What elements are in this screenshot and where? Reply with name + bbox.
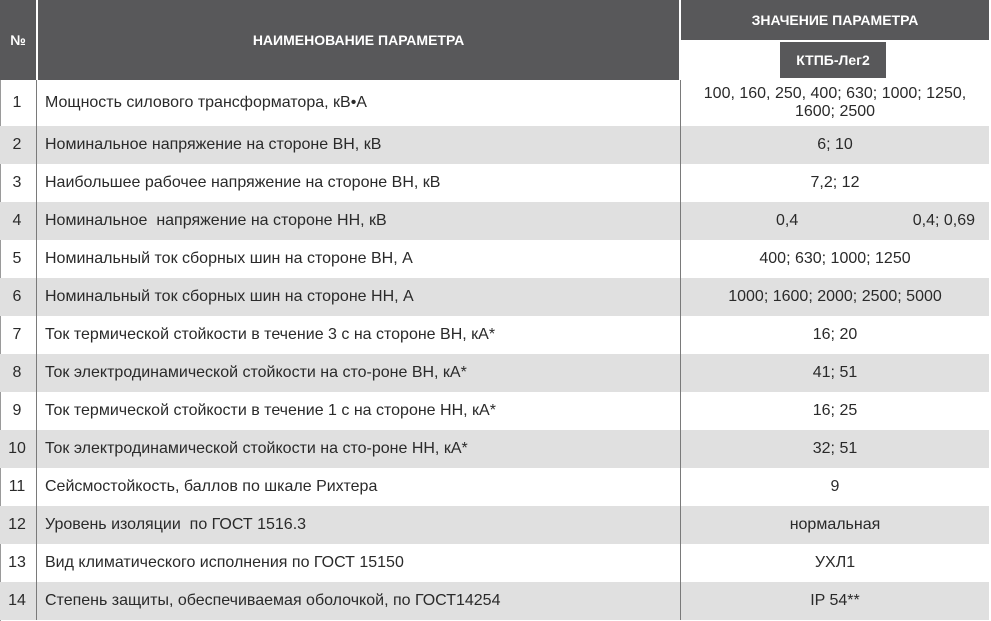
table-row [0, 354, 989, 392]
table-row [0, 582, 989, 620]
row-number: 2 [0, 126, 37, 164]
row-parameter-name: Номинальный ток сборных шин на стороне ВН, А [37, 240, 681, 278]
row-parameter-value: 32; 51 [812, 440, 858, 457]
row-parameter-name: Номинальное напряжение на стороне НН, кВ [37, 202, 681, 240]
row-parameter-name: Степень защиты, обеспечиваемая оболочкой, по ГОСТ14254 [37, 582, 681, 620]
row-parameter-value: 1000; 1600; 2000; 2500; 5000 [728, 288, 942, 305]
row-parameter-name: Ток электродинамической стойкости на сто-роне ВН, кА* [37, 354, 681, 392]
row-parameter-value: 9 [830, 478, 840, 495]
table-row [0, 544, 989, 582]
header-parameter-name: НАИМЕНОВАНИЕ ПАРАМЕТРА [38, 0, 679, 80]
row-parameter-value: 16; 25 [812, 402, 858, 419]
table-row [0, 202, 989, 240]
table-row [0, 278, 989, 316]
table-row [0, 392, 989, 430]
row-number: 11 [0, 468, 37, 506]
value-variant-b: 0,4; 0,69 [912, 212, 975, 229]
row-parameter-name: Уровень изоляции по ГОСТ 1516.3 [37, 506, 681, 544]
header-model: КТПБ-Лег2 [780, 42, 886, 78]
row-parameter-name: Ток электродинамической стойкости на сто-роне НН, кА* [37, 430, 681, 468]
row-parameter-value: 16; 20 [812, 326, 858, 343]
table-row [0, 430, 989, 468]
row-parameter-value: 6; 10 [817, 136, 853, 153]
row-parameter-value: 7,2; 12 [810, 174, 860, 191]
row-number: 6 [0, 278, 37, 316]
row-parameter-name: Номинальный ток сборных шин на стороне НН, А [37, 278, 681, 316]
table-row [0, 468, 989, 506]
row-number: 10 [0, 430, 37, 468]
row-parameter-value: 400; 630; 1000; 1250 [759, 250, 911, 267]
row-parameter-name: Вид климатического исполнения по ГОСТ 15150 [37, 544, 681, 582]
table-row [0, 316, 989, 354]
row-parameter-value: 100, 160, 250, 400; 630; 1000; 1250, 1600; 2500 [703, 85, 967, 120]
table-row [0, 164, 989, 202]
row-parameter-name: Наибольшее рабочее напряжение на стороне ВН, кВ [37, 164, 681, 202]
row-number: 12 [0, 506, 37, 544]
row-parameter-name: Номинальное напряжение на стороне ВН, кВ [37, 126, 681, 164]
row-number: 14 [0, 582, 37, 620]
row-parameter-name: Мощность силового трансформатора, кВ•А [37, 80, 681, 126]
row-parameter-name: Сейсмостойкость, баллов по шкале Рихтера [37, 468, 681, 506]
table-body [0, 80, 989, 620]
row-parameter-value [681, 202, 989, 240]
row-number: 1 [0, 80, 37, 126]
row-number: 8 [0, 354, 37, 392]
header-number: № [0, 0, 36, 80]
table-row [0, 126, 989, 164]
row-parameter-value: нормальная [789, 516, 881, 533]
value-variant-a: 0,4 [776, 212, 799, 229]
table-row [0, 80, 989, 126]
header-parameter-value: ЗНАЧЕНИЕ ПАРАМЕТРА [681, 0, 989, 40]
table-row [0, 240, 989, 278]
row-number: 13 [0, 544, 37, 582]
row-number: 4 [0, 202, 37, 240]
row-parameter-value: 41; 51 [812, 364, 858, 381]
row-number: 7 [0, 316, 37, 354]
table-row [0, 506, 989, 544]
row-parameter-value: УХЛ1 [814, 554, 856, 571]
row-number: 5 [0, 240, 37, 278]
row-number: 9 [0, 392, 37, 430]
row-parameter-name: Ток термической стойкости в течение 3 с на стороне ВН, кА* [37, 316, 681, 354]
row-number: 3 [0, 164, 37, 202]
row-parameter-value: IP 54** [810, 592, 860, 609]
row-parameter-name: Ток термической стойкости в течение 1 с на стороне НН, кА* [37, 392, 681, 430]
